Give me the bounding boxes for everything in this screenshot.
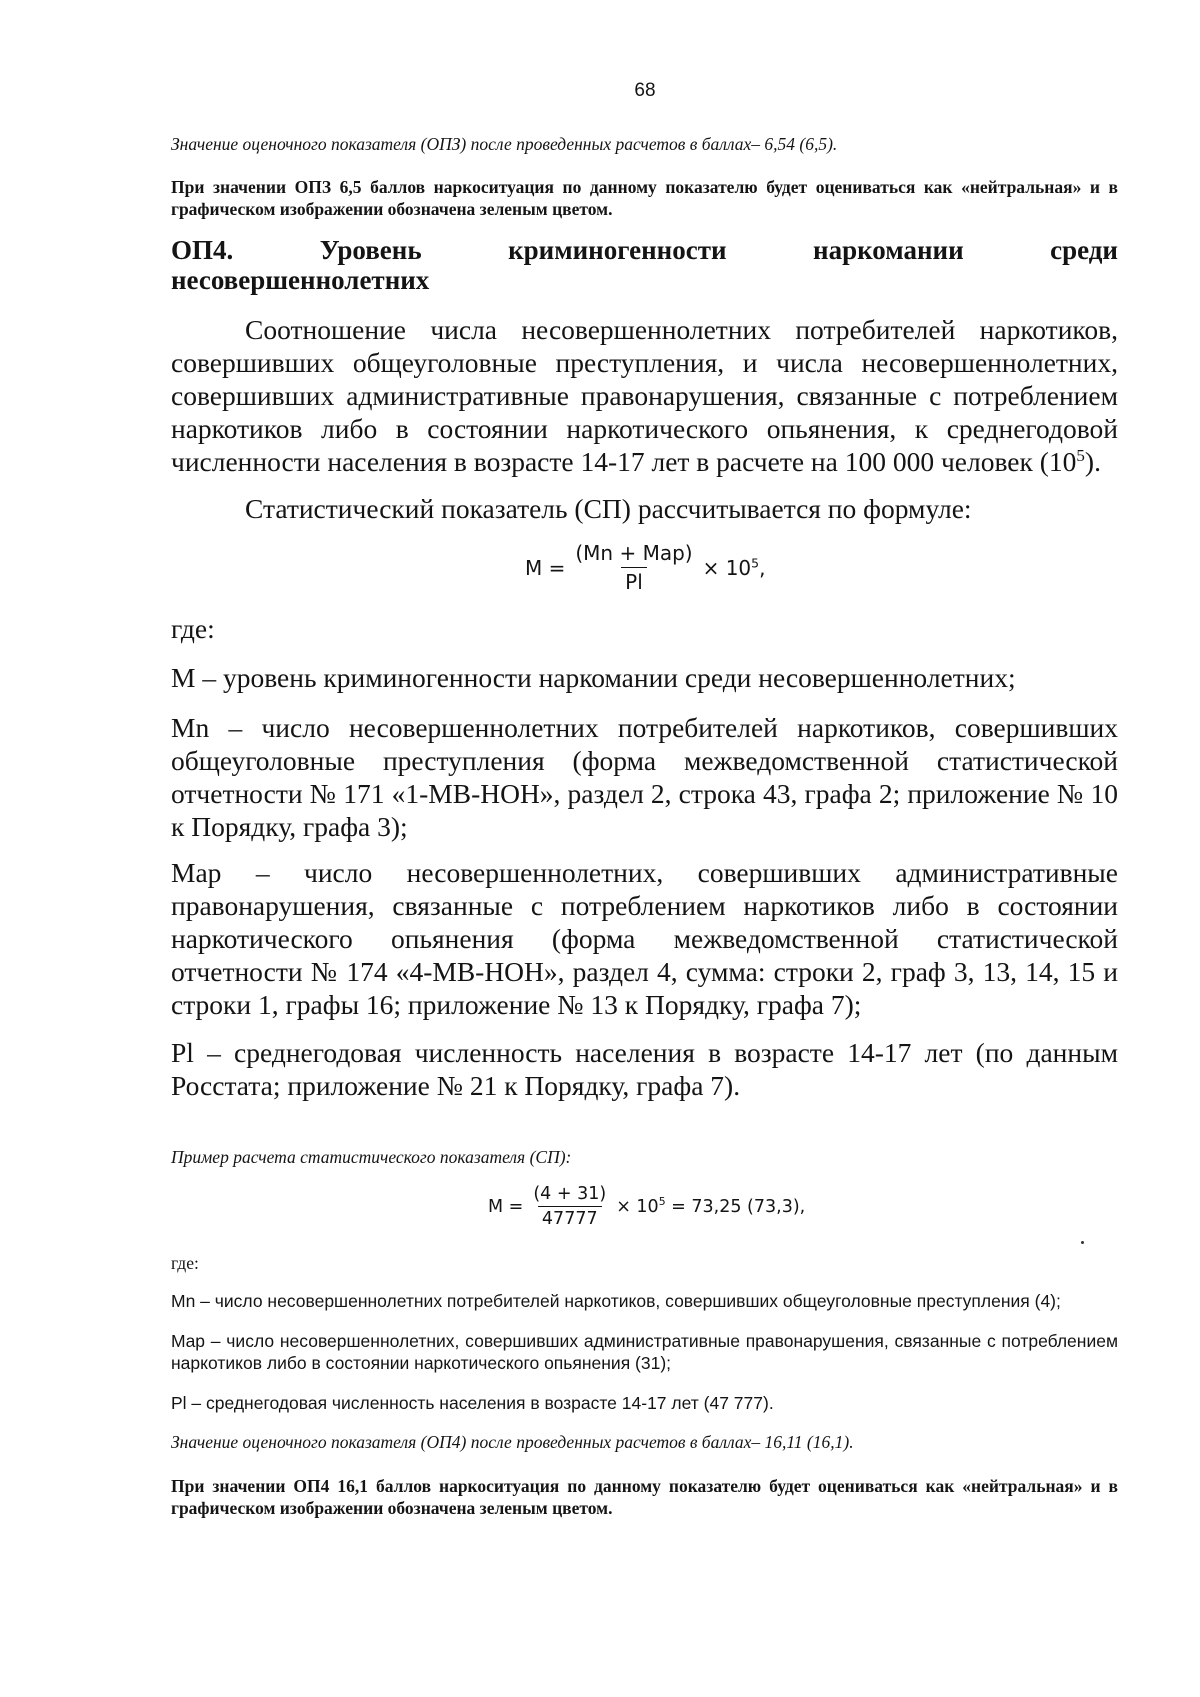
formula-rhs: × $10^5$, xyxy=(702,554,766,580)
section-heading xyxy=(171,235,1118,295)
heading-word: Уровень xyxy=(319,235,422,265)
scan-speck xyxy=(1081,1241,1084,1244)
main-formula xyxy=(525,541,765,594)
where-label: где: xyxy=(171,613,215,644)
op4-value-note: Значение оценочного показателя (ОП4) после проведенных расчетов в баллах– 16,11 (16,1). xyxy=(171,1432,854,1452)
formula-fraction xyxy=(571,541,696,594)
page-number: 68 xyxy=(634,80,656,101)
example-definition-mn: Mn – число несовершеннолетних потребителей наркотиков, совершивших общеуголовные преступления (4); xyxy=(171,1291,1061,1311)
definition-mn: Mn – число несовершеннолетних потребителей наркотиков, совершивших общеуголовные преступления (форма межведомственной статистической отчетности № 171 «1-МВ-НОН», раздел 2, строка 43, графа 2; приложение № 10 к Порядку, графа 3); xyxy=(171,712,1118,842)
heading-word: ОП4. xyxy=(171,235,234,265)
op3-value-note: Значение оценочного показателя (ОПЗ) после проведенных расчетов в баллах– 6,54 (6,5). xyxy=(171,134,838,154)
example-formula-numerator: (4 + 31) xyxy=(533,1184,607,1204)
op4-conclusion: При значении ОП4 16,1 баллов наркоситуация по данному показателю будет оцениваться как «нейтральная» и в графическом изображении обозначена зеленым цветом. xyxy=(171,1476,1118,1518)
example-formula-rhs: × $10^5 = 73,25$ (73,3), xyxy=(616,1194,806,1217)
example-definition-map: Map – число несовершеннолетних, совершивших административные правонарушения, связанные с потреблением наркотиков либо в состоянии наркотического опьянения (31); xyxy=(171,1331,1118,1373)
definition-end: ). xyxy=(1084,446,1101,477)
definition-m: M – уровень криминогенности наркомании среди несовершеннолетних; xyxy=(171,662,1016,693)
example-where: где: xyxy=(171,1253,199,1273)
formula-intro: Статистический показатель (СП) рассчитывается по формуле: xyxy=(245,493,972,524)
heading-line-1 xyxy=(171,235,1118,265)
heading-word: наркомании xyxy=(813,235,964,265)
op3-conclusion: При значении ОПЗ 6,5 баллов наркоситуация по данному показателю будет оцениваться как «нейтральная» и в графическом изображении обозначена зеленым цветом. xyxy=(171,177,1118,219)
formula-lhs: M = xyxy=(525,555,566,580)
definition-map: Map – число несовершеннолетних, совершивших административные правонарушения, связанные с потреблением наркотиков либо в состоянии наркотического опьянения (форма межведомственной статистической отчетности № 174 «4-МВ-НОН», раздел 4, сумма: строки 2, граф 3, 13, 14, 15 и строки 1, графы 16; приложение № 13 к Порядку, графа 7); xyxy=(171,857,1118,1020)
example-formula-denominator: 47777 xyxy=(538,1206,602,1229)
indicator-definition xyxy=(171,313,1118,478)
heading-word: криминогенности xyxy=(508,235,727,265)
example-formula-fraction xyxy=(529,1184,610,1229)
definition-pl: Pl – среднегодовая численность населения в возрасте 14-17 лет (по данным Росстата; приложение № 21 к Порядку, графа 7). xyxy=(171,1037,1118,1101)
formula-denominator: Pl xyxy=(621,567,647,594)
definition-superscript: 5 xyxy=(1076,445,1085,465)
example-formula-lhs: M = xyxy=(488,1196,524,1217)
heading-line-2: несовершеннолетних xyxy=(171,265,430,295)
example-definition-pl: Pl – среднегодовая численность населения в возрасте 14-17 лет (47 777). xyxy=(171,1393,774,1413)
heading-word: среди xyxy=(1050,235,1118,265)
definition-text: Соотношение числа несовершеннолетних потребителей наркотиков, совершивших общеуголовные преступления, и числа несовершеннолетних, совершивших административные правонарушения, связанные с потреблением наркотиков либо в состоянии наркотического опьянения, к среднегодовой численности населения в возрасте 14-17 лет в расчете на 100 000 человек (10 xyxy=(171,314,1118,477)
formula-numerator: (Mn + Map) xyxy=(575,541,693,565)
example-title: Пример расчета статистического показателя (СП): xyxy=(171,1147,572,1167)
example-formula xyxy=(488,1184,805,1229)
